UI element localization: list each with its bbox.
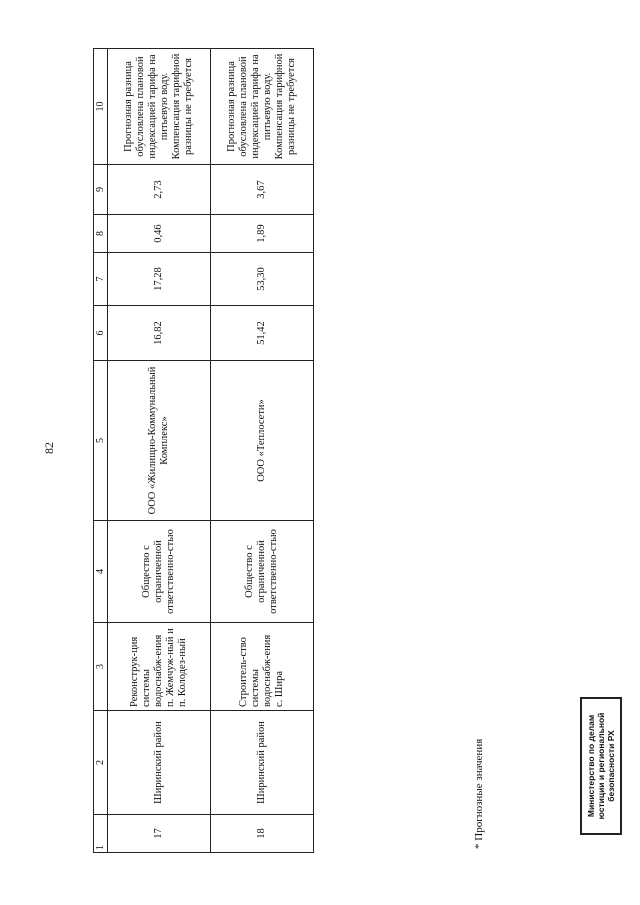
value-cell-6: 51,42 xyxy=(211,306,314,361)
column-number-row xyxy=(94,49,108,853)
data-table xyxy=(93,48,314,853)
row-number: 17 xyxy=(108,815,211,853)
column-number: 3 xyxy=(94,623,108,711)
stamp-line: безопасности РХ xyxy=(606,730,616,802)
column-number: 5 xyxy=(94,361,108,521)
value-cell-9: 2,73 xyxy=(108,165,211,215)
value-cell-8: 0,46 xyxy=(108,215,211,253)
district-cell: Ширинский район xyxy=(108,711,211,815)
district-cell: Ширинский район xyxy=(211,711,314,815)
note-cell: Прогнозная разница обусловлена плановой индексацией тарифа на питьевую воду. Компенсация тарифной разницы не требуется xyxy=(211,49,314,165)
value-cell-7: 17,28 xyxy=(108,253,211,306)
column-number: 2 xyxy=(94,711,108,815)
org-name-cell: ООО «Жилищно-Коммунальный Комплекс» xyxy=(108,361,211,521)
org-name-cell: ООО «Теплосети» xyxy=(211,361,314,521)
value-cell-8: 1,89 xyxy=(211,215,314,253)
value-cell-9: 3,67 xyxy=(211,165,314,215)
page-number: 82 xyxy=(42,442,56,454)
footnote: * Прогнозные значения xyxy=(473,738,485,849)
column-number: 4 xyxy=(94,521,108,623)
table-row xyxy=(211,49,314,853)
column-number: 6 xyxy=(94,306,108,361)
org-form-cell: Общество с ограниченной ответственно-стью xyxy=(108,521,211,623)
column-number: 1 xyxy=(94,815,108,853)
stamp-line: Министерство по делам xyxy=(586,714,596,818)
column-number: 7 xyxy=(94,253,108,306)
project-cell: Строитель-ство системы водоснабж-ения с. Шира xyxy=(211,623,314,711)
org-form-cell: Общество с ограниченной ответственно-стью xyxy=(211,521,314,623)
project-cell: Реконструк-ция системы водоснабж-ения п. Жемчуж-ный и п. Колодез-ный xyxy=(108,623,211,711)
value-cell-7: 53,30 xyxy=(211,253,314,306)
note-cell: Прогнозная разница обусловлена плановой индексацией тарифа на питьевую воду. Компенсация тарифной разницы не требуется xyxy=(108,49,211,165)
stamp-line: юстиции и региональной xyxy=(596,712,606,820)
ministry-stamp xyxy=(580,697,622,835)
column-number: 10 xyxy=(94,49,108,165)
value-cell-6: 16,82 xyxy=(108,306,211,361)
column-number: 9 xyxy=(94,165,108,215)
row-number: 18 xyxy=(211,815,314,853)
table-row xyxy=(108,49,211,853)
column-number: 8 xyxy=(94,215,108,253)
